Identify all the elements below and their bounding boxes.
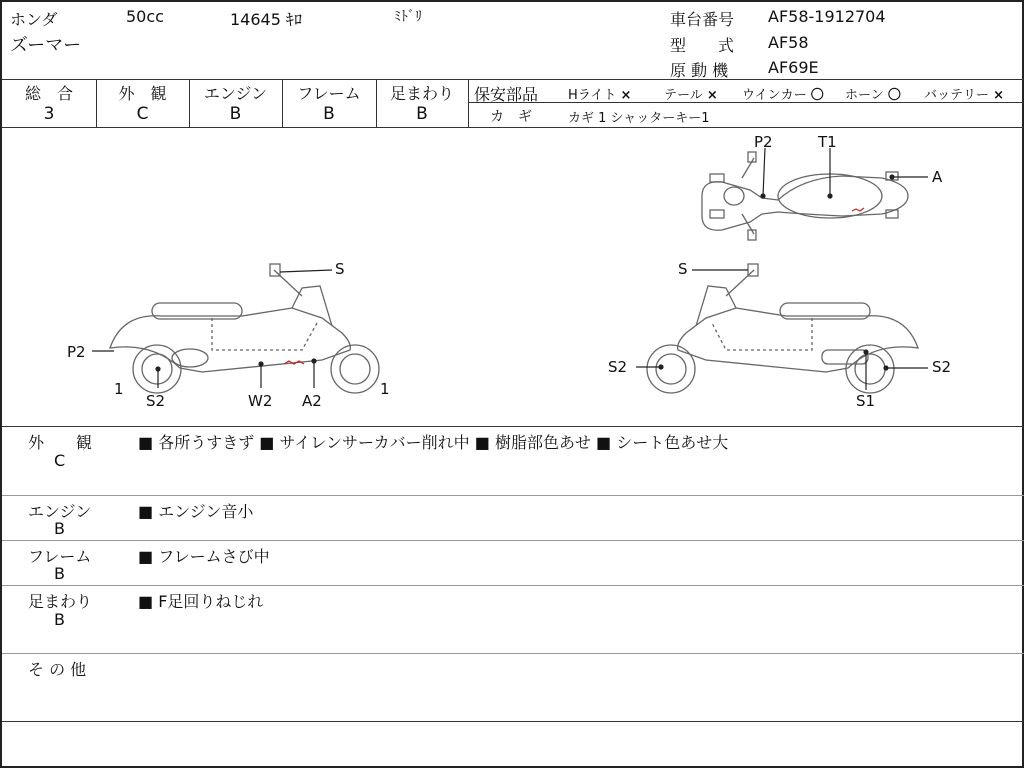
mileage: 14645 ｷﾛ [230, 10, 302, 29]
divider [2, 79, 1024, 80]
frame-no: AF58-1912704 [768, 7, 886, 26]
safety-item-battery: バッテリー × [924, 88, 1005, 103]
label-left-1b: 1 [380, 380, 390, 398]
label-right-s1: S1 [856, 392, 876, 410]
left-view-scooter [110, 264, 379, 393]
safety-item-tail: テール × [664, 88, 718, 103]
divider [2, 585, 1024, 586]
grade-label-overall: 総 合 [24, 84, 73, 103]
safety-label: 保安部品 [474, 85, 539, 104]
grade-value-engine: B [229, 104, 242, 124]
section-notes-exterior: ■ 各所うすきず ■ サイレンサーカバー削れ中 ■ 樹脂部色あせ ■ シート色あせ大 [138, 433, 729, 452]
section-notes-suspension: ■ F足回りねじれ [138, 592, 264, 611]
grade-label-frame: フレーム [297, 84, 361, 103]
divider [468, 79, 469, 127]
section-notes-frame: ■ フレームさび中 [138, 547, 270, 566]
safety-item-headlight: Hライト × [568, 88, 632, 103]
type-value: AF58 [768, 33, 809, 52]
section-title-other: そ の 他 [28, 660, 87, 679]
engine-label: 原 動 機 [670, 61, 729, 80]
label-left-p2: P2 [67, 343, 86, 361]
label-top-t1: T1 [818, 133, 837, 151]
label-left-s2: S2 [146, 392, 166, 410]
section-title-suspension: 足まわり [28, 592, 93, 611]
grade-label-engine: エンジン [203, 84, 268, 103]
maker: ホンダ [10, 10, 58, 29]
safety-item-horn: ホーン 〇 [845, 88, 901, 103]
label-left-w2: W2 [248, 392, 273, 410]
type-label: 型 式 [670, 36, 735, 55]
label-left-s: S [335, 260, 345, 278]
scooter-damage-diagram [2, 128, 1024, 426]
section-grade-suspension: B [54, 610, 65, 629]
key-label: カ ギ [490, 109, 532, 125]
divider [2, 540, 1024, 541]
right-view-scooter [647, 264, 918, 393]
grade-value-overall: 3 [43, 104, 55, 124]
displacement: 50cc [126, 7, 164, 26]
divider [2, 426, 1024, 427]
section-notes-engine: ■ エンジン音小 [138, 502, 254, 521]
section-title-frame: フレーム [28, 547, 92, 566]
color: ﾐﾄﾞﾘ [394, 9, 422, 25]
divider [2, 721, 1024, 722]
section-grade-exterior: C [54, 451, 66, 470]
grade-value-suspension: B [416, 104, 428, 124]
safety-item-winker: ウインカー 〇 [742, 88, 824, 103]
label-left-a2: A2 [302, 392, 322, 410]
section-grade-frame: B [54, 564, 65, 583]
section-grade-engine: B [54, 519, 65, 538]
grade-value-frame: B [323, 104, 335, 124]
top-view-scooter [702, 152, 908, 240]
section-title-engine: エンジン [28, 502, 92, 521]
label-left-1a: 1 [114, 380, 124, 398]
label-right-s: S [678, 260, 688, 278]
engine-value: AF69E [768, 58, 819, 77]
label-top-p2: P2 [754, 133, 773, 151]
grade-label-exterior: 外 観 [118, 84, 167, 103]
grade-label-suspension: 足まわり [389, 84, 454, 103]
label-top-a: A [932, 168, 943, 186]
divider [2, 495, 1024, 496]
divider [2, 653, 1024, 654]
grade-value-exterior: C [136, 104, 149, 124]
frame-no-label: 車台番号 [670, 10, 735, 29]
section-title-exterior: 外 観 [28, 433, 93, 452]
key-value: カギ 1 シャッターキー1 [568, 111, 710, 126]
label-right-s2b: S2 [932, 358, 952, 376]
model-name: ズーマー [10, 35, 82, 56]
label-right-s2a: S2 [608, 358, 628, 376]
